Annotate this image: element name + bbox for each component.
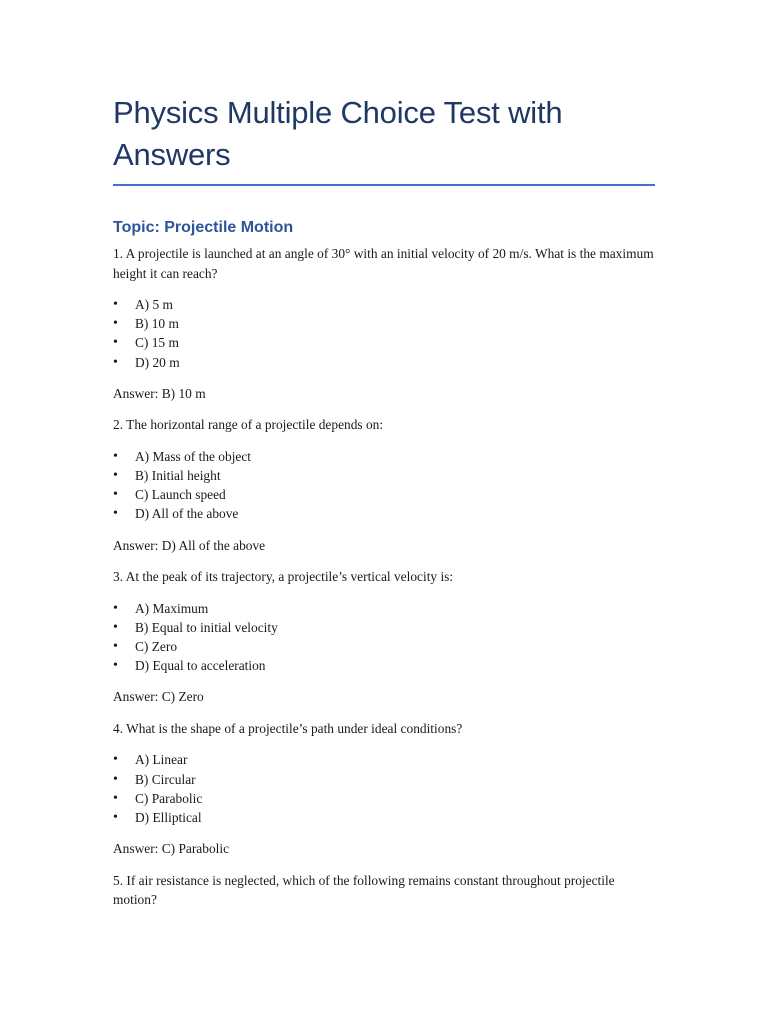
answer-1: Answer: B) 10 m xyxy=(113,385,206,401)
option-label: B) Initial height xyxy=(135,468,221,484)
question-4: 4. What is the shape of a projectile’s path under ideal conditions? xyxy=(113,720,463,736)
option-item xyxy=(113,789,655,808)
option-label: C) 15 m xyxy=(135,335,179,351)
option-label: C) Parabolic xyxy=(135,790,203,806)
answer-3: Answer: C) Zero xyxy=(113,689,204,705)
option-item xyxy=(113,599,655,618)
question-4-options xyxy=(113,750,655,827)
option-item xyxy=(113,504,655,523)
option-item xyxy=(113,353,655,372)
document-page xyxy=(113,92,655,922)
bullet-icon: • xyxy=(113,487,118,503)
option-item xyxy=(113,656,655,675)
option-label: A) Mass of the object xyxy=(135,448,252,464)
answer-2: Answer: D) All of the above xyxy=(113,537,266,553)
answer-4: Answer: C) Parabolic xyxy=(113,841,230,857)
option-label: C) Zero xyxy=(135,639,178,655)
question-3: 3. At the peak of its trajectory, a projectile’s vertical velocity is: xyxy=(113,569,454,585)
question-5: 5. If air resistance is neglected, which of the following remains constant throughout projectile motion? xyxy=(113,872,615,908)
option-label: C) Launch speed xyxy=(135,487,226,503)
option-item xyxy=(113,750,655,769)
option-item xyxy=(113,808,655,827)
question-1: 1. A projectile is launched at an angle of 30° with an initial velocity of 20 m/s. What is the maximum height it can reach? xyxy=(113,246,654,281)
option-label: B) Equal to initial velocity xyxy=(135,619,278,635)
bullet-icon: • xyxy=(113,354,118,370)
bullet-icon: • xyxy=(113,752,118,768)
option-label: D) 20 m xyxy=(135,354,180,370)
option-label: A) Maximum xyxy=(135,600,209,616)
option-label: D) Equal to acceleration xyxy=(135,658,266,674)
option-item xyxy=(113,485,655,504)
option-label: A) 5 m xyxy=(135,297,173,312)
option-label: D) All of the above xyxy=(135,506,239,522)
option-item xyxy=(113,295,655,314)
bullet-icon: • xyxy=(113,335,118,351)
question-2-options xyxy=(113,447,655,524)
bullet-icon: • xyxy=(113,771,118,787)
option-item xyxy=(113,314,655,333)
bullet-icon: • xyxy=(113,316,118,332)
bullet-icon: • xyxy=(113,639,118,655)
bullet-icon: • xyxy=(113,810,118,826)
bullet-icon: • xyxy=(113,600,118,616)
bullet-icon: • xyxy=(113,790,118,806)
bullet-icon: • xyxy=(113,448,118,464)
option-label: B) 10 m xyxy=(135,316,179,332)
topic-heading: Topic: Projectile Motion xyxy=(113,219,294,236)
bullet-icon: • xyxy=(113,619,118,635)
question-1-options xyxy=(113,295,655,372)
option-label: D) Elliptical xyxy=(135,810,202,826)
option-label: A) Linear xyxy=(135,752,188,768)
bullet-icon: • xyxy=(113,468,118,484)
question-3-options xyxy=(113,599,655,676)
bullet-icon: • xyxy=(113,506,118,522)
option-item xyxy=(113,618,655,637)
bullet-icon: • xyxy=(113,658,118,674)
document-title: Physics Multiple Choice Test with Answers xyxy=(113,95,563,172)
bullet-icon: • xyxy=(113,297,118,312)
option-item xyxy=(113,637,655,656)
option-item xyxy=(113,333,655,352)
option-item xyxy=(113,447,655,466)
option-item xyxy=(113,466,655,485)
option-item xyxy=(113,770,655,789)
option-label: B) Circular xyxy=(135,771,196,787)
question-2: 2. The horizontal range of a projectile depends on: xyxy=(113,417,384,433)
title-divider xyxy=(113,184,655,186)
